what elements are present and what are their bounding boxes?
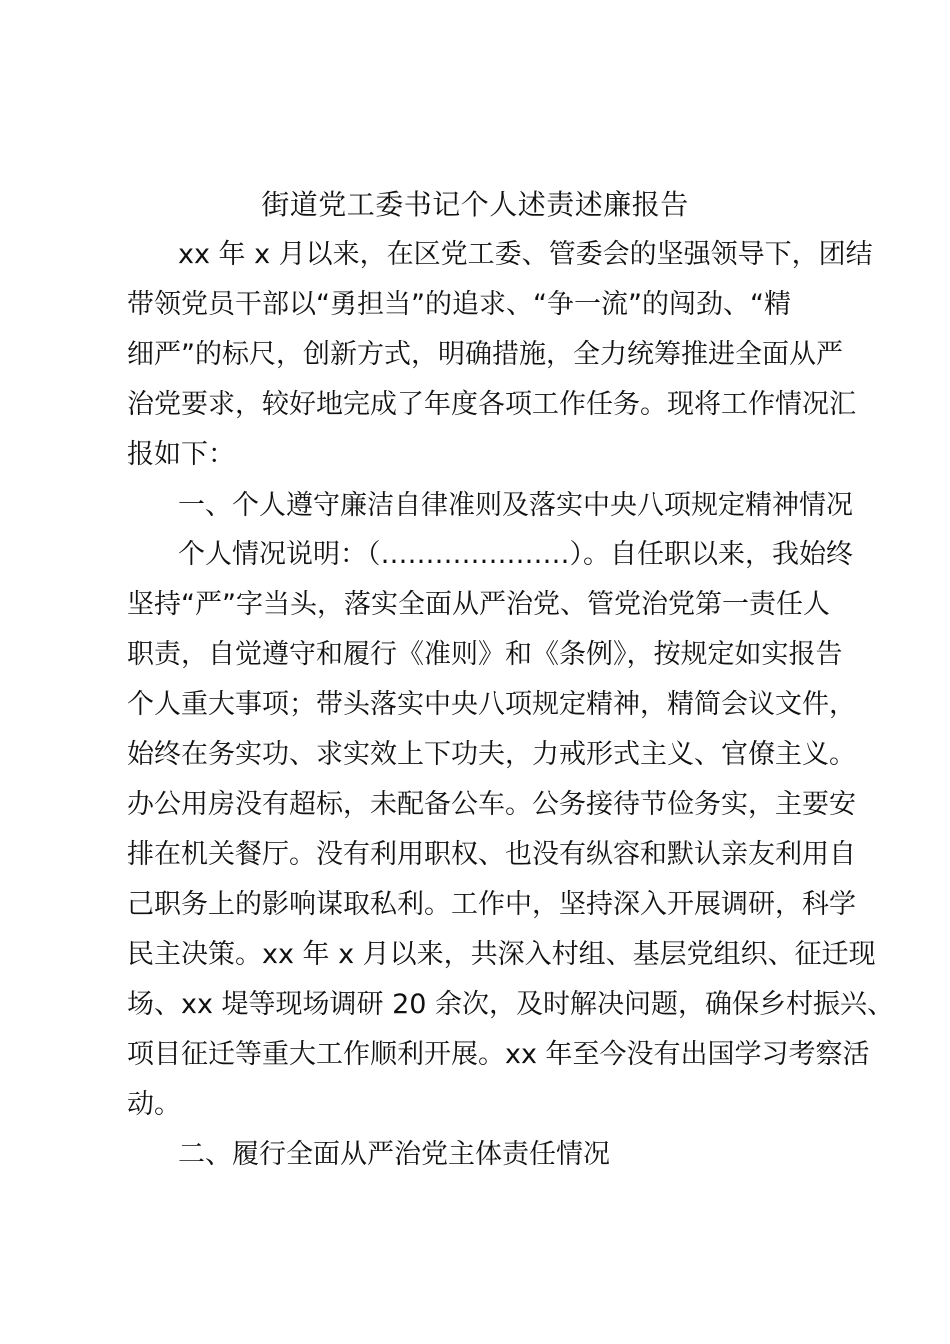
section-1-line: 坚持“严”字当头，落实全面从严治党、管党治党第一责任人 xyxy=(127,589,830,620)
intro-line: 治党要求，较好地完成了年度各项工作任务。现将工作情况汇 xyxy=(127,389,856,420)
section-1-line: 项目征迁等重大工作顺利开展。xx 年至今没有出国学习考察活 xyxy=(127,1039,870,1070)
section-1-line: 职责，自觉遵守和履行《准则》和《条例》，按规定如实报告 xyxy=(127,639,843,670)
intro-line: 细严”的标尺，创新方式，明确措施，全力统筹推进全面从严 xyxy=(127,339,843,370)
section-1-line: 排在机关餐厅。没有利用职权、也没有纵容和默认亲友利用自 xyxy=(127,839,856,870)
section-1-line: 办公用房没有超标，未配备公车。公务接待节俭务实，主要安 xyxy=(127,789,856,820)
section-1-line: 场、xx 堤等现场调研 20 余次，及时解决问题，确保乡村振兴、 xyxy=(127,989,895,1020)
section-1-heading: 一、个人遵守廉洁自律准则及落实中央八项规定精神情况 xyxy=(178,490,853,521)
intro-line: xx 年 x 月以来，在区党工委、管委会的坚强领导下，团结 xyxy=(178,239,873,270)
intro-line: 带领党员干部以“勇担当”的追求、“争一流”的闯劲、“精 xyxy=(127,289,791,320)
section-1-line: 动。 xyxy=(127,1089,181,1120)
intro-line: 报如下： xyxy=(127,439,235,470)
section-1-line: 民主决策。xx 年 x 月以来，共深入村组、基层党组织、征迁现 xyxy=(127,939,876,970)
section-1-line: 个人重大事项；带头落实中央八项规定精神，精简会议文件， xyxy=(127,689,856,720)
section-2-heading: 二、履行全面从严治党主体责任情况 xyxy=(178,1139,610,1170)
document-title: 街道党工委书记个人述责述廉报告 xyxy=(261,188,689,221)
section-1-line: 始终在务实功、求实效上下功夫，力戒形式主义、官僚主义。 xyxy=(127,739,856,770)
section-1-line: 己职务上的影响谋取私利。工作中，坚持深入开展调研，科学 xyxy=(127,889,856,920)
section-1-line: 个人情况说明：（…………………）。自任职以来，我始终 xyxy=(178,539,853,570)
